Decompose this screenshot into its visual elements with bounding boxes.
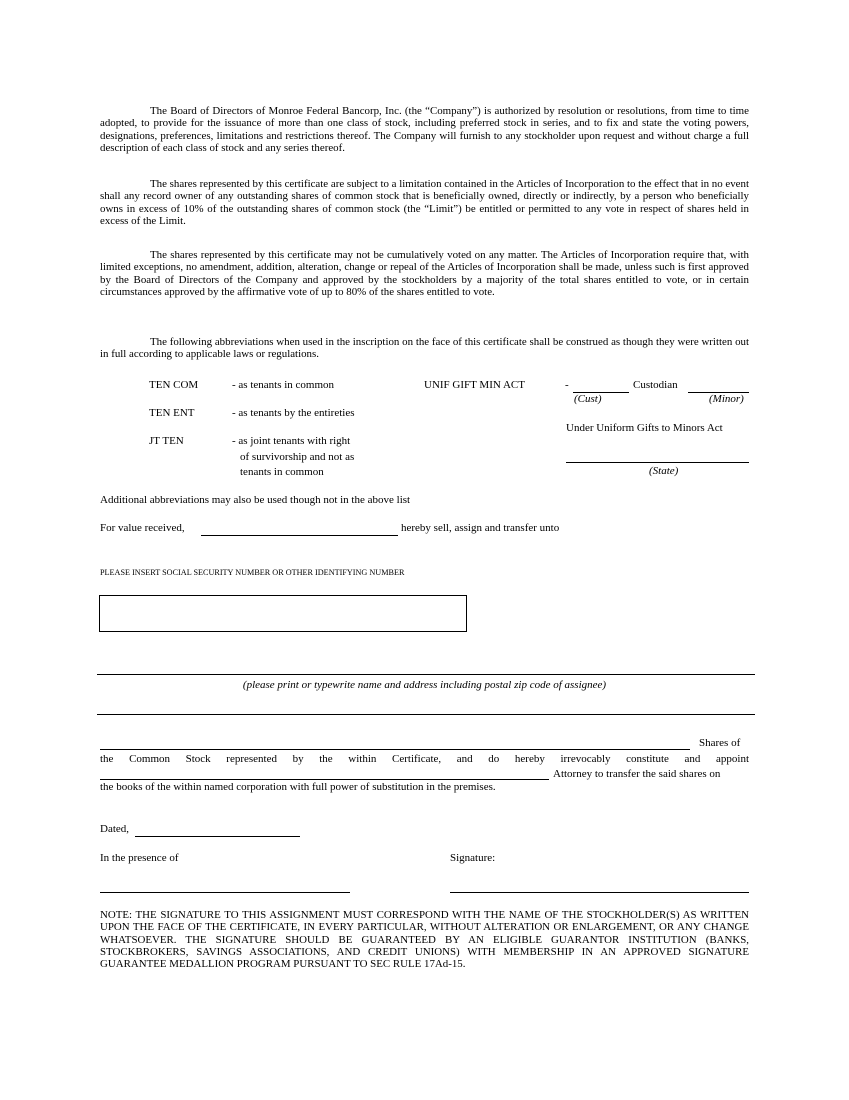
word: the [319, 753, 333, 765]
custodian-label: Custodian [633, 379, 678, 391]
vote-limit-paragraph: The shares represented by this certificate are subject to a limitation contained in the Articles of Incorporation to the effect that in no event shall any record owner of any outstanding shares of common stock that is beneficially owned, directly or indirectly, by a person who beneficially owns in excess of 10% of the outstanding shares of common stock (the “Limit”) be entitled or permitted to any vote in respect of shares held in excess of the Limit. [100, 178, 749, 227]
transfer-unto-label: hereby sell, assign and transfer unto [401, 522, 560, 534]
word: represented [226, 753, 277, 765]
ugma-label: Under Uniform Gifts to Minors Act [566, 422, 723, 434]
shares-of-label: Shares of [699, 737, 741, 749]
abbrev-ten-com-meaning: - as tenants in common [232, 379, 335, 391]
word: Common [129, 753, 171, 765]
stock-appoint-line [100, 753, 749, 766]
cust-caption: (Cust) [574, 393, 602, 405]
assignee-address-line[interactable] [97, 714, 755, 715]
assignor-line[interactable] [201, 535, 398, 536]
shares-count-line[interactable] [100, 749, 690, 750]
board-authority-paragraph: The Board of Directors of Monroe Federal Bancorp, Inc. (the “Company”) is authorized by resolution or resolutions, from time to time adopted, to provide for the issuance of more than one class of stock, including preferred stock in series, and to fix and state the voting powers, designations, preferences, limitations and restrictions thereof. The Company will furnish to any stockholder upon request and without charge a full description of each class of stock and any series thereof. [100, 105, 749, 154]
word: Certificate, [392, 753, 442, 765]
state-caption: (State) [649, 465, 679, 477]
minor-caption: (Minor) [709, 393, 744, 405]
unif-gift-dash: - [565, 379, 569, 391]
assignee-line[interactable] [97, 674, 755, 675]
abbrev-unif-gift-code: UNIF GIFT MIN ACT [424, 379, 525, 391]
additional-abbreviations-note: Additional abbreviations may also be used though not in the above list [100, 494, 411, 506]
dated-label: Dated, [100, 823, 130, 835]
word: hereby [514, 753, 545, 765]
abbreviations-intro-paragraph: The following abbreviations when used in the inscription on the face of this certificate shall be construed as though they were written out in full according to applicable laws or regulations. [100, 336, 749, 361]
signature-line[interactable] [450, 892, 749, 893]
signature-guarantee-note: NOTE: THE SIGNATURE TO THIS ASSIGNMENT MUST CORRESPOND WITH THE NAME OF THE STOCKHOLDER(S) AS WRITTEN UPON THE FACE OF THE CERTIFICATE, IN EVERY PARTICULAR, WITHOUT ALTERATION OR ENLARGEMENT, OR ANY CHANGE WHATSOEVER. THE SIGNATURE SHOULD BE GUARANTEED BY AN ELIGIBLE GUARANTOR INSTITUTION (BANKS, STOCKBROKERS, SAVINGS ASSOCIATIONS, AND CREDIT UNIONS) WITH MEMBERSHIP IN AN APPROVED SIGNATURE GUARANTEE MEDALLION PROGRAM PURSUANT TO SEC RULE 17Ad-15. [100, 909, 749, 971]
word: within [348, 753, 377, 765]
assignee-caption: (please print or typewrite name and address including postal zip code of assignee) [242, 679, 607, 691]
abbrev-jt-ten-code: JT TEN [149, 435, 184, 447]
presence-label: In the presence of [100, 852, 179, 864]
word: appoint [716, 753, 750, 765]
word: irrevocably [560, 753, 611, 765]
abbrev-jt-ten-meaning-line: of survivorship and not as [240, 451, 355, 463]
word: and [456, 753, 473, 765]
abbrev-jt-ten-meaning-line: - as joint tenants with right [232, 435, 351, 447]
abbrev-ten-com-code: TEN COM [149, 379, 199, 391]
cumulative-voting-paragraph: The shares represented by this certificate may not be cumulatively voted on any matter. The Articles of Incorporation require that, with limited exceptions, no amendment, addition, alteration, change or repeal of the Articles of Incorporation shall be made, unless such is first approved by the Board of Directors of the Company and approved by the stockholders by a majority of the total shares entitled to vote, or in certain circumstances approved by the affirmative vote of up to 80% of the shares entitled to vote. [100, 249, 749, 298]
abbrev-ten-ent-meaning: - as tenants by the entireties [232, 407, 355, 419]
witness-line[interactable] [100, 892, 350, 893]
abbrev-jt-ten-meaning-line: tenants in common [240, 466, 324, 478]
word: Stock [185, 753, 211, 765]
state-line[interactable] [566, 462, 749, 463]
abbrev-ten-ent-code: TEN ENT [149, 407, 195, 419]
word: and [684, 753, 701, 765]
word: by [292, 753, 304, 765]
substitution-label: the books of the within named corporation with full power of substitution in the premises. [100, 781, 496, 793]
date-line[interactable] [135, 836, 300, 837]
word: do [488, 753, 500, 765]
attorney-label: Attorney to transfer the said shares on [553, 768, 721, 780]
value-received-label: For value received, [100, 522, 185, 534]
ssn-input-box[interactable] [99, 595, 467, 632]
signature-label: Signature: [450, 852, 496, 864]
attorney-line[interactable] [100, 779, 549, 780]
word: constitute [626, 753, 669, 765]
ssn-label: PLEASE INSERT SOCIAL SECURITY NUMBER OR OTHER IDENTIFYING NUMBER [100, 568, 405, 577]
word: the [100, 753, 114, 765]
